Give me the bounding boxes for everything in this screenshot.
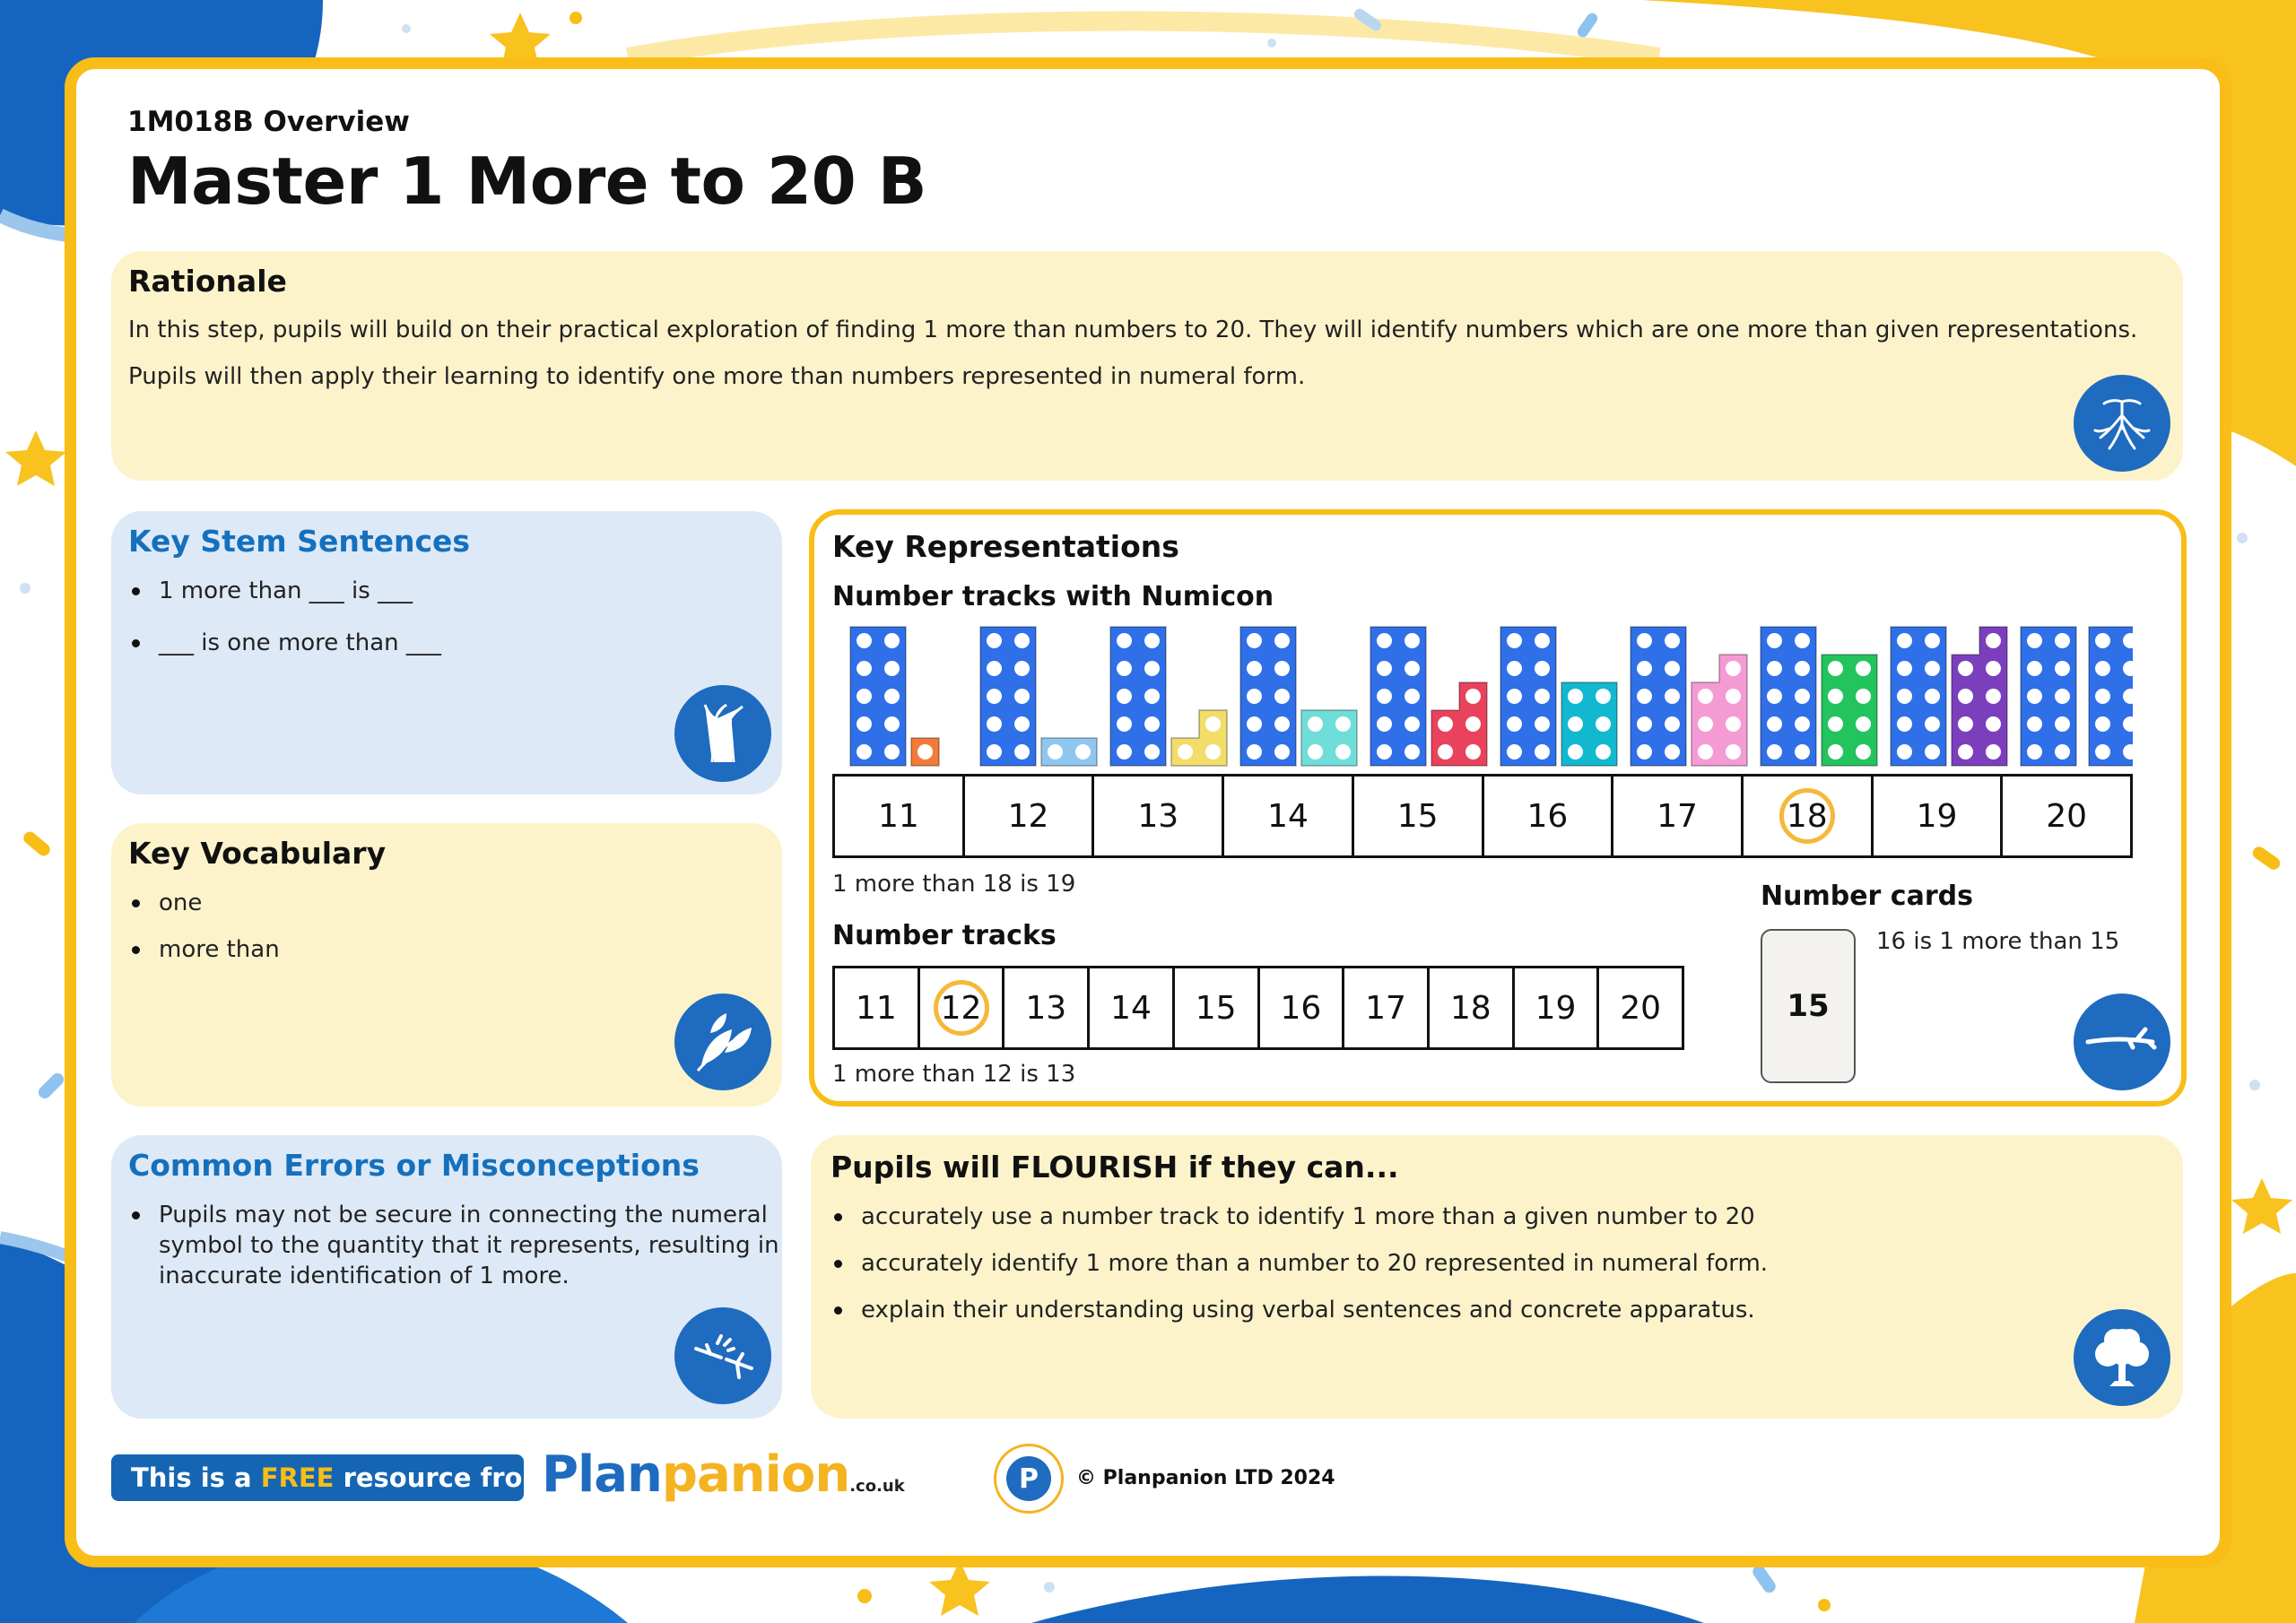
track-cell-number: 16 [1526,797,1569,835]
numicon-hole [1665,716,1680,732]
track-cell [1224,777,1354,855]
numicon-hole [1958,689,1973,704]
numicon-hole [1856,744,1871,759]
numicon-ones-piece [1301,710,1357,766]
numicon-hole [1507,744,1522,759]
numicon-hole [1986,661,2001,676]
numicon-hole [1274,661,1290,676]
numicon-hole [1726,716,1741,732]
numicon-hole [1117,661,1132,676]
numicon-hole [1698,689,1713,704]
numicon-hole [1377,716,1392,732]
list-item: one [128,888,280,918]
numicon-hole [857,689,872,704]
track-cell-number: 15 [1396,797,1439,835]
numicon-ones-piece [1822,655,1877,766]
numicon-hole [2027,633,2042,648]
track-cell [835,968,920,1047]
free-resource-banner [111,1454,550,1501]
misconception-line-3: inaccurate identification of 1 more. [159,1263,570,1289]
highlight-ring [1779,788,1835,844]
numicon-caption: 1 more than 18 is 19 [832,871,1076,898]
numicon-hole [857,661,872,676]
numicon-hole [1986,716,2001,732]
numicon-heading: Number tracks with Numicon [832,581,1274,612]
numicon-hole [857,716,872,732]
numicon-hole [1205,744,1221,759]
numicon-hole [2095,633,2110,648]
numicon-hole [884,689,900,704]
numicon-hole [1958,744,1973,759]
numicon-hole [987,744,1002,759]
logo-mark: P [1006,1456,1051,1501]
numicon-ten-piece [1110,627,1166,766]
tree-trunk-icon [674,685,771,782]
numicon-hole [2095,661,2110,676]
numicon-hole [1726,661,1741,676]
numicon-hole [1958,716,1973,732]
track-cell [1484,777,1614,855]
numicon-hole [1048,744,1063,759]
free-prefix: This is a [131,1462,261,1493]
number-track [832,966,1684,1050]
lesson-code: 1M018B Overview [127,106,410,138]
numicon-hole [1568,716,1583,732]
numicon-hole [918,744,933,759]
numicon-hole [1925,744,1940,759]
highlight-ring [934,980,989,1036]
list-item: explain their understanding using verbal sentences and concrete apparatus. [831,1295,1768,1325]
numicon-hole [1405,716,1420,732]
track-cell [965,777,1095,855]
list-item [128,1200,779,1291]
numicon-hole [884,661,900,676]
numicon-hole [1535,689,1550,704]
numicon-hole [1535,633,1550,648]
numicon-hole [1767,689,1782,704]
track-cell [1599,968,1682,1047]
numicon-hole [1795,633,1810,648]
numicon-hole [1405,744,1420,759]
logo-part-1: Plan [542,1445,662,1504]
numicon-hole [987,633,1002,648]
numicon-number-track [832,774,2133,858]
numicon-hole [1568,744,1583,759]
numicon-hole [1438,744,1453,759]
numicon-hole [987,689,1002,704]
numicon-hole [1144,689,1160,704]
numicon-hole [1897,689,1912,704]
numicon-hole [884,744,900,759]
numicon-hole [1535,716,1550,732]
track-cell-number: 11 [877,797,919,835]
track-cell-number: 20 [1620,989,1662,1027]
list-item: more than [128,934,280,965]
logo-tld: .co.uk [849,1477,905,1496]
number-cards-caption: 16 is 1 more than 15 [1876,928,2120,955]
numicon-hole [1795,661,1810,676]
numicon-hole [2027,661,2042,676]
numicon-hole [1925,661,1940,676]
misconception-line-1: Pupils may not be secure in connecting the numeral [159,1202,768,1228]
track-cell [1094,777,1224,855]
numicon-pieces [832,619,2133,771]
numicon-hole [1144,661,1160,676]
rationale-heading: Rationale [128,264,287,299]
numicon-ten-piece [1240,627,1296,766]
track-cell-number: 14 [1267,797,1309,835]
numicon-hole [2055,744,2070,759]
numicon-ten-piece [2089,627,2133,766]
numicon-hole [1767,716,1782,732]
numicon-hole [1014,744,1030,759]
numicon-ones-piece [911,738,939,766]
number-cards-heading: Number cards [1761,881,1973,912]
track-cell [1354,777,1484,855]
numicon-hole [1568,689,1583,704]
stem-sentences-list [128,576,441,658]
free-suffix: resource from [334,1462,550,1493]
track-cell-number: 18 [1449,989,1492,1027]
track-cell-number: 14 [1110,989,1152,1027]
numicon-hole [2055,689,2070,704]
numicon-hole [2095,744,2110,759]
track-cell [2003,777,2130,855]
numicon-hole [1795,716,1810,732]
track-cell-number: 20 [2046,797,2088,835]
numicon-hole [1856,689,1871,704]
tree-icon [2074,1309,2170,1406]
numicon-hole [1637,633,1652,648]
numicon-ten-piece [850,627,906,766]
misconceptions-heading: Common Errors or Misconceptions [128,1148,700,1183]
number-card: 15 [1761,929,1856,1083]
numicon-hole [1465,744,1481,759]
numicon-hole [1247,661,1262,676]
numicon-hole [1637,689,1652,704]
numicon-hole [1637,716,1652,732]
numicon-hole [1767,744,1782,759]
track-cell [920,968,1005,1047]
numicon-hole [1405,689,1420,704]
logo-part-2: panion [661,1445,850,1504]
list-item: ___ is one more than ___ [128,628,441,658]
track-cell-number: 19 [1916,797,1958,835]
numicon-ones-piece [1171,710,1227,766]
misconceptions-list [128,1200,779,1291]
numicon-hole [1247,689,1262,704]
numicon-hole [2055,633,2070,648]
track-cell [1175,968,1260,1047]
rationale-line-1: In this step, pupils will build on their practical exploration of finding 1 more than numbers to 20. They will identify numbers which are one more than given representations. [128,317,2138,343]
numicon-hole [1247,744,1262,759]
numicon-hole [1665,633,1680,648]
vocabulary-list [128,888,280,965]
numicon-hole [1925,689,1940,704]
numicon-hole [1117,689,1132,704]
track-cell [1344,968,1430,1047]
numicon-hole [1698,716,1713,732]
track-cell [1430,968,1515,1047]
numicon-hole [1507,716,1522,732]
numicon-ones-piece [1041,738,1097,766]
numicon-hole [1767,633,1782,648]
numicon-hole [1274,716,1290,732]
track-cell-number: 19 [1535,989,1577,1027]
numicon-hole [1958,661,1973,676]
numicon-hole [1596,744,1611,759]
numicon-hole [1075,744,1091,759]
numicon-hole [1828,716,1843,732]
numicon-hole [857,744,872,759]
numicon-hole [1274,689,1290,704]
branch-icon [2074,994,2170,1090]
numicon-hole [1117,716,1132,732]
numicon-hole [1377,689,1392,704]
numicon-hole [1405,661,1420,676]
track-cell-number: 17 [1657,797,1698,835]
planpanion-mark-icon [994,1444,1064,1514]
planpanion-logo[interactable] [542,1445,905,1504]
track-cell [1874,777,2004,855]
numicon-hole [1726,744,1741,759]
numicon-hole [2095,689,2110,704]
numicon-hole [1247,716,1262,732]
numicon-hole [987,716,1002,732]
numicon-hole [2095,716,2110,732]
numicon-hole [1637,744,1652,759]
numicon-hole [1507,661,1522,676]
numicon-hole [1014,716,1030,732]
representations-heading: Key Representations [832,529,1179,564]
numicon-ones-piece [1561,682,1617,766]
track-cell-number: 13 [1025,989,1067,1027]
numicon-hole [1335,716,1351,732]
numicon-hole [1856,661,1871,676]
numicon-hole [1117,633,1132,648]
numicon-hole [2027,689,2042,704]
numicon-hole [1308,744,1323,759]
free-highlight: FREE [260,1462,335,1493]
numicon-hole [884,633,900,648]
track-cell-number: 13 [1137,797,1179,835]
numicon-hole [1144,633,1160,648]
copyright: © Planpanion LTD 2024 [1076,1467,1335,1489]
numicon-hole [1144,716,1160,732]
numicon-hole [1897,661,1912,676]
numicon-ones-piece [1692,655,1747,766]
numicon-hole [1377,661,1392,676]
track-cell-number: 11 [855,989,897,1027]
numicon-hole [1205,716,1221,732]
numicon-hole [1925,633,1940,648]
numicon-hole [1795,689,1810,704]
numicon-hole [1986,689,2001,704]
misconception-line-2: symbol to the quantity that it represents, resulting in [159,1232,779,1259]
list-item: 1 more than ___ is ___ [128,576,441,606]
numicon-ten-piece [1631,627,1686,766]
numicon-hole [2027,744,2042,759]
numicon-hole [1405,633,1420,648]
numicon-ten-piece [1891,627,1946,766]
numicon-hole [1507,689,1522,704]
numicon-hole [1014,661,1030,676]
numicon-hole [1465,716,1481,732]
numicon-hole [2055,661,2070,676]
number-tracks-caption: 1 more than 12 is 13 [832,1061,1076,1088]
numicon-hole [1247,633,1262,648]
numicon-ones-piece [1952,627,2007,766]
numicon-hole [2055,716,2070,732]
numicon-hole [1986,633,2001,648]
numicon-hole [1665,744,1680,759]
track-cell [1613,777,1744,855]
numicon-hole [2027,716,2042,732]
track-cell-number: 12 [940,989,982,1027]
numicon-hole [1274,633,1290,648]
numicon-hole [1897,633,1912,648]
numicon-ten-piece [2021,627,2076,766]
numicon-hole [1117,744,1132,759]
track-cell-number: 18 [1786,797,1828,835]
numicon-hole [1637,661,1652,676]
track-cell [1515,968,1600,1047]
numicon-hole [1465,689,1481,704]
numicon-hole [987,661,1002,676]
numicon-ten-piece [1370,627,1426,766]
track-cell [1260,968,1345,1047]
track-cell [1744,777,1874,855]
numicon-hole [857,633,872,648]
numicon-hole [1014,633,1030,648]
numicon-hole [1767,661,1782,676]
number-tracks-heading: Number tracks [832,920,1057,951]
numicon-hole [1535,744,1550,759]
flourish-heading: Pupils will FLOURISH if they can... [831,1150,1399,1185]
leaves-icon [674,994,771,1090]
track-cell-number: 16 [1280,989,1322,1027]
broken-branch-icon [674,1307,771,1404]
numicon-hole [1308,716,1323,732]
numicon-hole [884,716,900,732]
track-cell-number: 17 [1365,989,1406,1027]
numicon-hole [1856,716,1871,732]
numicon-hole [1828,689,1843,704]
numicon-hole [1274,744,1290,759]
numicon-hole [1665,689,1680,704]
numicon-hole [1726,689,1741,704]
numicon-hole [1377,633,1392,648]
numicon-hole [1795,744,1810,759]
numicon-hole [1507,633,1522,648]
list-item: accurately use a number track to identify 1 more than a given number to 20 [831,1202,1768,1232]
stem-sentences-heading: Key Stem Sentences [128,524,471,559]
numicon-ten-piece [1500,627,1556,766]
track-cell-number: 12 [1007,797,1049,835]
numicon-ones-piece [1431,682,1487,766]
numicon-hole [1596,716,1611,732]
roots-icon [2074,375,2170,472]
numicon-hole [1897,744,1912,759]
numicon-hole [1828,661,1843,676]
track-cell [1004,968,1090,1047]
list-item: accurately identify 1 more than a number to 20 represented in numeral form. [831,1248,1768,1279]
numicon-hole [1897,716,1912,732]
numicon-hole [1178,744,1193,759]
numicon-hole [1828,744,1843,759]
numicon-hole [1698,744,1713,759]
track-cell-number: 15 [1195,989,1237,1027]
page-title: Master 1 More to 20 B [127,143,927,219]
numicon-hole [1596,689,1611,704]
numicon-hole [1665,661,1680,676]
numicon-hole [1144,744,1160,759]
numicon-ten-piece [980,627,1036,766]
vocabulary-heading: Key Vocabulary [128,836,387,871]
rationale-line-2: Pupils will then apply their learning to identify one more than numbers represented in numeral form. [128,363,1306,390]
flourish-list [831,1202,1768,1325]
numicon-hole [1986,744,2001,759]
numicon-hole [1014,689,1030,704]
numicon-hole [1925,716,1940,732]
numicon-hole [1535,661,1550,676]
track-cell [835,777,965,855]
numicon-hole [1438,716,1453,732]
numicon-ten-piece [1761,627,1816,766]
numicon-hole [1377,744,1392,759]
track-cell [1090,968,1175,1047]
numicon-hole [1335,744,1351,759]
